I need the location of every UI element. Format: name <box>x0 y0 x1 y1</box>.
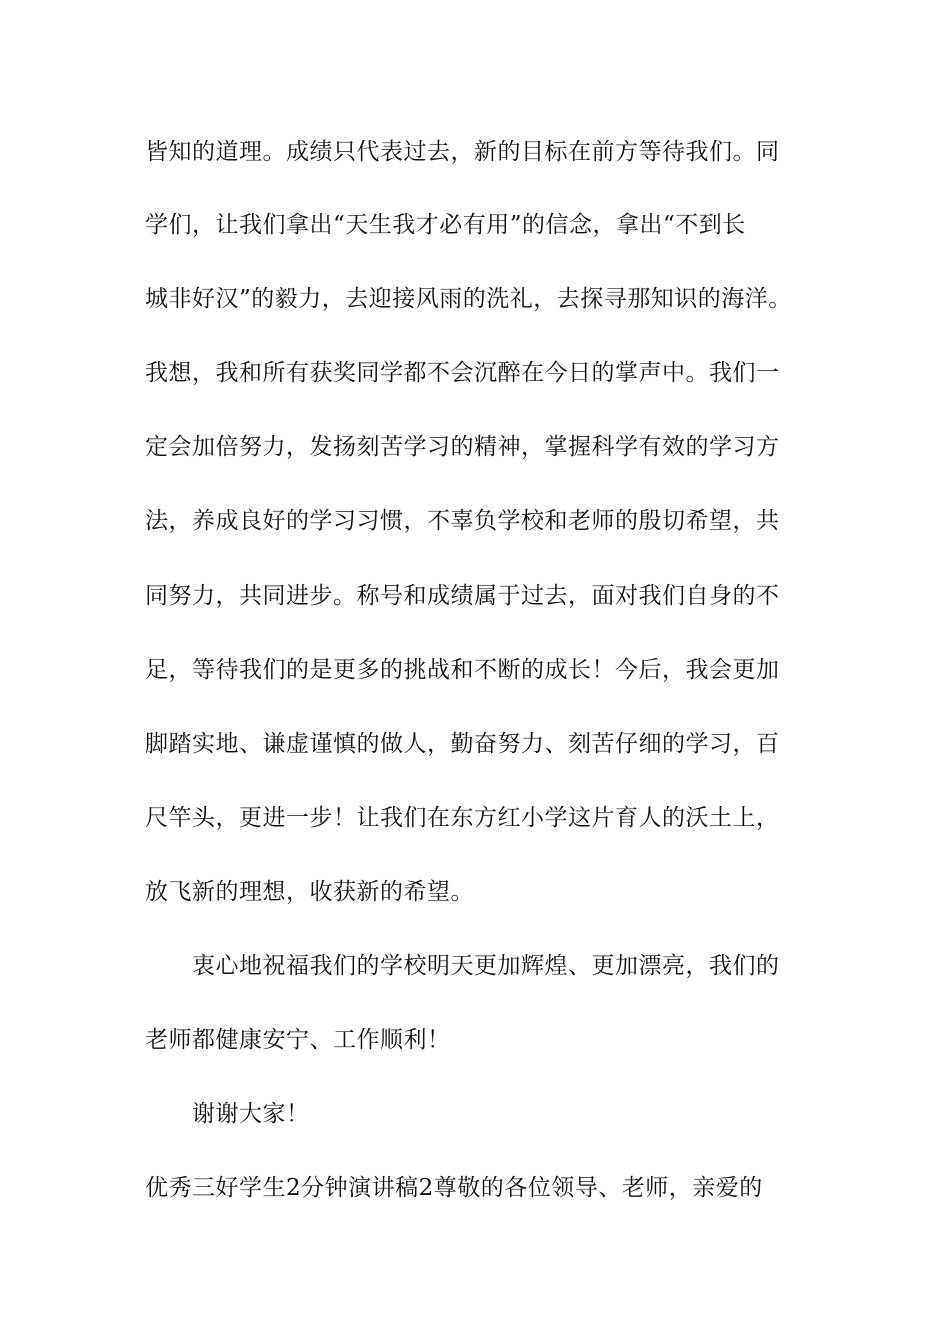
text-line: 脚踏实地、谦虚谨慎的做人，勤奋努力、刻苦仔细的学习，百 <box>145 731 780 757</box>
text-line: 优秀三好学生2分钟演讲稿2尊敬的各位领导、老师，亲爱的 <box>145 1175 763 1201</box>
text-line: 我想，我和所有获奖同学都不会沉醉在今日的掌声中。我们一 <box>145 360 780 386</box>
text-line: 足，等待我们的是更多的挑战和不断的成长！今后，我会更加 <box>145 657 780 683</box>
text-line: 定会加倍努力，发扬刻苦学习的精神，掌握科学有效的学习方 <box>145 434 780 460</box>
text-line: 尺竿头，更进一步！让我们在东方红小学这片育人的沃土上， <box>145 805 780 831</box>
text-line: 同努力，共同进步。称号和成绩属于过去，面对我们自身的不 <box>145 583 780 609</box>
text-line: 学们，让我们拿出“天生我才必有用”的信念，拿出“不到长 <box>145 212 746 238</box>
text-line: 老师都健康安宁、工作顺利！ <box>145 1027 451 1053</box>
text-line: 放飞新的理想，收获新的希望。 <box>145 879 474 905</box>
text-line: 皆知的道理。成绩只代表过去，新的目标在前方等待我们。同 <box>145 139 780 165</box>
text-line: 法，养成良好的学习习惯，不辜负学校和老师的殷切希望，共 <box>145 508 780 534</box>
text-line-indented: 衷心地祝福我们的学校明天更加辉煌、更加漂亮，我们的 <box>192 953 780 979</box>
text-line-indented: 谢谢大家！ <box>192 1101 310 1127</box>
text-line: 城非好汉”的毅力，去迎接风雨的洗礼，去探寻那知识的海洋。 <box>145 286 792 312</box>
